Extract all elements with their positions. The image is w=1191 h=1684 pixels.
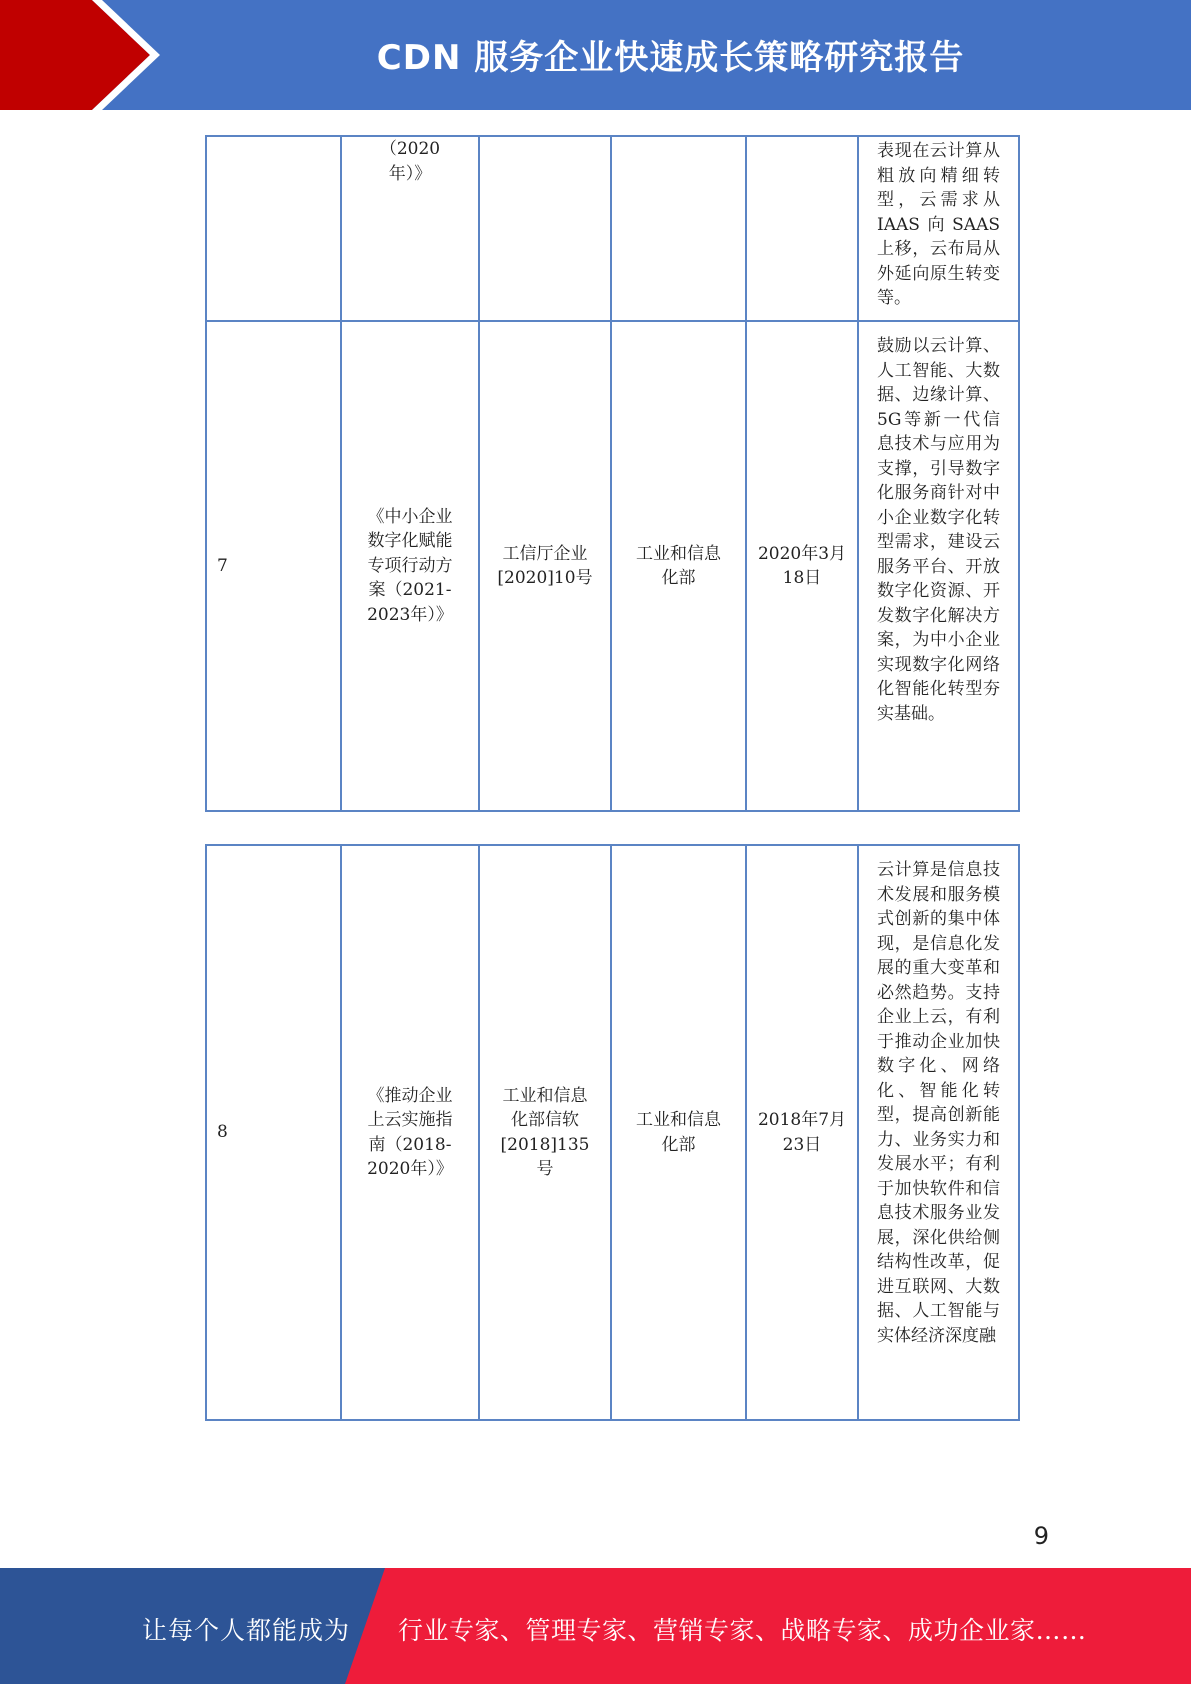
policy-content: 表现在云计算从粗放向精细转型，云需求从IAAS向SAAS上移，云布局从外延向原生转变等。 (858, 136, 1019, 321)
issue-date: 2018年7月23日 (757, 1110, 847, 1155)
footer-slogan-right: 行业专家、管理专家、营销专家、战略专家、成功企业家…… (398, 1616, 1087, 1645)
policy-name: 《中小企业数字化赋能专项行动方案（2021-2023年）》 (367, 506, 453, 625)
policy-content: 云计算是信息技术发展和服务模式创新的集中体现，是信息化发展的重大变革和必然趋势。支持企业上云，有利于推动企业加快数字化、网络化、智能化转型，提高创新能力、业务实力和发展水平；有利于加快软件和信息技术服务业发展，深化供给侧结构性改革，促进互联网、大数据、人工智能与实体经济深度融 (858, 845, 1019, 1420)
department-cell (611, 136, 746, 321)
footer-banner (0, 1568, 1191, 1684)
department-cell (611, 321, 746, 811)
header-banner (0, 0, 1191, 110)
issuing-department: 工业和信息化部 (636, 543, 721, 588)
policy-content: 鼓励以云计算、人工智能、大数据、边缘计算、5G等新一代信息技术与应用为支撑，引导数字化服务商针对中小企业数字化转型需求，建设云服务平台、开放数字化资源、开发数字化解决方案，为中小企业实现数字化网络化智能化转型夯实基础。 (858, 321, 1019, 811)
table-row (206, 136, 1019, 321)
policy-table (205, 844, 1020, 1421)
date-cell (746, 321, 858, 811)
row-number: 7 (206, 321, 341, 811)
policy-name-cell (341, 136, 479, 321)
date-cell (746, 845, 858, 1420)
report-title: CDN 服务企业快速成长策略研究报告 (376, 38, 965, 78)
department-cell (611, 845, 746, 1420)
document-number-cell (479, 845, 611, 1420)
policy-name-cell (341, 845, 479, 1420)
policy-name: 《推动企业上云实施指南（2018-2020年）》 (367, 1085, 453, 1179)
row-number (206, 136, 341, 321)
policy-table-continued (205, 135, 1020, 812)
issuing-department: 工业和信息化部 (636, 1110, 721, 1155)
date-cell (746, 136, 858, 321)
header-red-chevron (0, 0, 150, 110)
policy-name-cell (341, 321, 479, 811)
row-number: 8 (206, 845, 341, 1420)
table-row (206, 321, 1019, 811)
document-number: 工信厅企业[2020]10号 (497, 543, 593, 588)
issue-date: 2020年3月18日 (757, 543, 847, 588)
document-number-cell (479, 136, 611, 321)
policy-name: （2020年）》 (379, 139, 441, 184)
document-number-cell (479, 321, 611, 811)
page-number: 9 (1033, 1522, 1049, 1550)
document-number: 工业和信息化部信软[2018]135号 (500, 1085, 590, 1179)
footer-slogan-left: 让每个人都能成为 (142, 1616, 351, 1645)
table-row (206, 845, 1019, 1420)
